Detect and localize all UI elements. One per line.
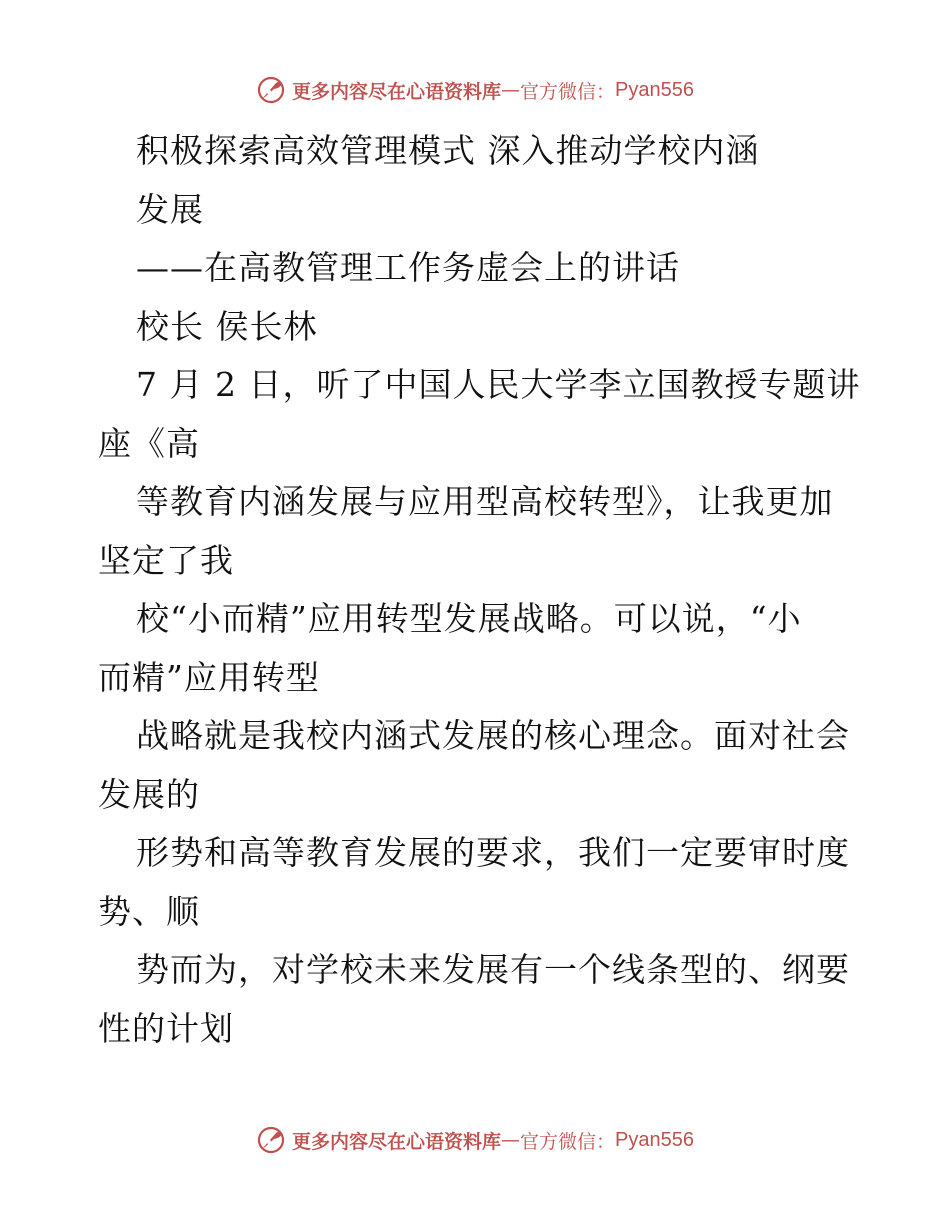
quill-pen-logo-icon — [256, 1125, 286, 1155]
title-line-1: 积极探索高效管理模式 深入推动学校内涵 — [136, 131, 760, 170]
paragraph-line: 等教育内涵发展与应用型高校转型》，让我更加 — [136, 482, 834, 521]
document-body — [98, 122, 861, 1058]
paragraph-line: 坚定了我 — [98, 540, 234, 580]
paragraph-line: 校“小而精”应用转型发展战略。可以说，“小 — [136, 599, 802, 638]
paragraph-line: 发展的 — [98, 774, 200, 814]
quill-pen-logo-icon — [256, 75, 286, 105]
paragraph-line: 形势和高等教育发展的要求，我们一定要审时度 — [136, 833, 850, 872]
banner-wechat-id: Pyan556 — [615, 78, 694, 101]
subtitle-line: ——在高教管理工作务虚会上的讲话 — [136, 248, 680, 287]
paragraph-line: 7 月 2 日，听了中国人民大学李立国教授专题讲 — [136, 365, 861, 404]
title-line-2: 发展 — [136, 189, 204, 229]
paragraph-line: 而精”应用转型 — [98, 657, 320, 697]
banner-separator: — — [501, 79, 521, 101]
banner-wechat-id: Pyan556 — [615, 1128, 694, 1151]
header-banner — [0, 70, 950, 110]
author-line: 校长 侯长林 — [136, 306, 318, 346]
paragraph-line: 战略就是我校内涵式发展的核心理念。面对社会 — [136, 716, 850, 755]
banner-separator: — — [501, 1129, 521, 1151]
footer-banner — [0, 1120, 950, 1160]
paragraph-line: 势而为，对学校未来发展有一个线条型的、纲要 — [136, 950, 850, 989]
paragraph-line: 座《高 — [98, 423, 200, 463]
banner-wechat-label: 官方微信： — [520, 1130, 616, 1153]
paragraph-line: 性的计划 — [98, 1008, 234, 1048]
banner-wechat-label: 官方微信： — [520, 80, 616, 103]
paragraph-line: 势、顺 — [98, 891, 200, 931]
banner-main-text: 更多内容尽在心语资料库 — [292, 80, 502, 103]
banner-main-text: 更多内容尽在心语资料库 — [292, 1130, 502, 1153]
